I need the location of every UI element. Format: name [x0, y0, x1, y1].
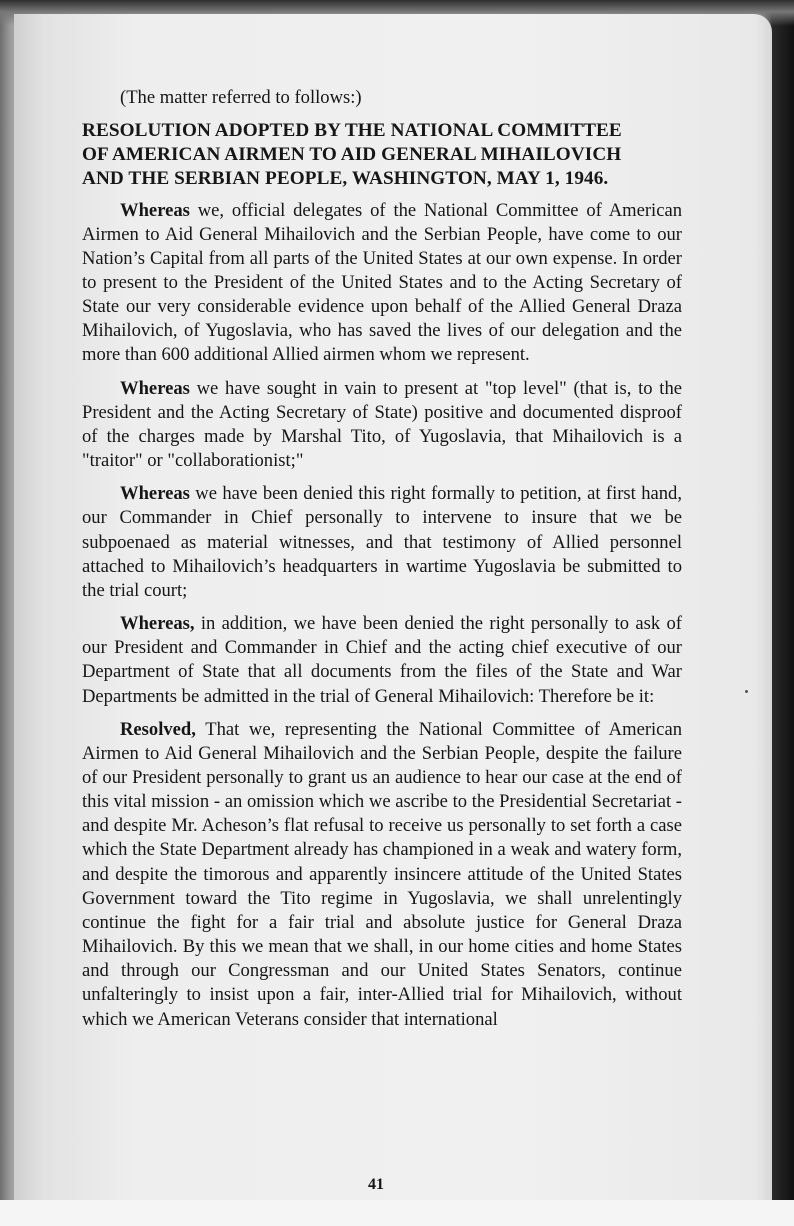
lead-word: Resolved, [120, 718, 196, 740]
intro-line: (The matter referred to follows:) [120, 87, 362, 108]
lead-word: Whereas, [120, 613, 195, 635]
paragraph-text: in addition, we have been denied the right personally to ask of our President and Commander in Chief and the acting chief executive of our Department of State that all documents from the files of the State and War Departments be admitted in the trial of General Mihailovich: Therefore be it: [82, 613, 682, 707]
paragraph-text: That we, representing the National Committee of American Airmen to Aid General Mihailovich and the Serbian People, despite the failure of our President personally to grant us an audience to hear our case at the end of this vital mission - an omission which we ascribe to the Presidential Secretariat - and despite Mr. Acheson’s flat refusal to receive us personally to set forth a case which the State Department already has championed in a weak and watery form, and despite the timorous and apparently insincere attitude of the United States Government toward the Tito regime in Yugoslavia, we shall unrelentingly continue the fight for a fair trial and absolute justice for General Draza Mihailovich. By this we mean that we shall, in our home cities and home States and through our Congressman and our United States Senators, continue unfalteringly to insist upon a fair, inter-Allied trial for Mihailovich, without which we American Veterans consider that international [82, 718, 682, 1030]
paragraph-text: we, official delegates of the National Committee of American Airmen to Aid General Mihailovich and the Serbian People, have come to our Nation’s Capital from all parts of the United States at our own expense. In order to present to the President of the United States and to the Acting Secretary of State our very considerable evidence upon behalf of the Allied General Draza Mihailovich, of Yugoslavia, who has saved the lives of our delegation and the more than 600 additional Allied airmen whom we represent. [82, 199, 682, 366]
document-body [82, 86, 682, 1041]
page-number: 41 [368, 1176, 384, 1193]
whereas-paragraph-2 [82, 377, 682, 474]
lead-word: Whereas [120, 483, 190, 505]
paragraph-text: we have sought in vain to present at "top level" (that is, to the President and the Acting Secretary of State) positive and documented disproof of the charges made by Marshal Tito, of Yugoslavia, that Mihailovich is a "traitor" or "collaborationist;" [82, 377, 682, 472]
whereas-paragraph-3 [82, 482, 682, 603]
paragraph-text: we have been denied this right formally to petition, at first hand, our Commander in Chief personally to intervene to insure that we be subpoenaed as material witnesses, and that testimony of Allied personnel attached to Mihailovich’s headquarters in wartime Yugoslavia be submitted to the trial court; [82, 483, 682, 601]
whereas-paragraph-1 [82, 199, 682, 368]
whereas-paragraph-4 [82, 612, 682, 709]
heading-line: RESOLUTION ADOPTED BY THE NATIONAL COMMITTEE [82, 120, 622, 142]
heading-line: AND THE SERBIAN PEOPLE, WASHINGTON, MAY 1, 1946. [82, 167, 609, 189]
heading-line: OF AMERICAN AIRMEN TO AID GENERAL MIHAILOVICH [82, 143, 622, 165]
lead-word: Whereas [120, 377, 190, 399]
resolution-heading [82, 119, 682, 190]
resolved-paragraph [82, 718, 682, 1032]
scan-margin [0, 1200, 794, 1226]
dust-speck [745, 690, 748, 693]
lead-word: Whereas [120, 199, 190, 221]
